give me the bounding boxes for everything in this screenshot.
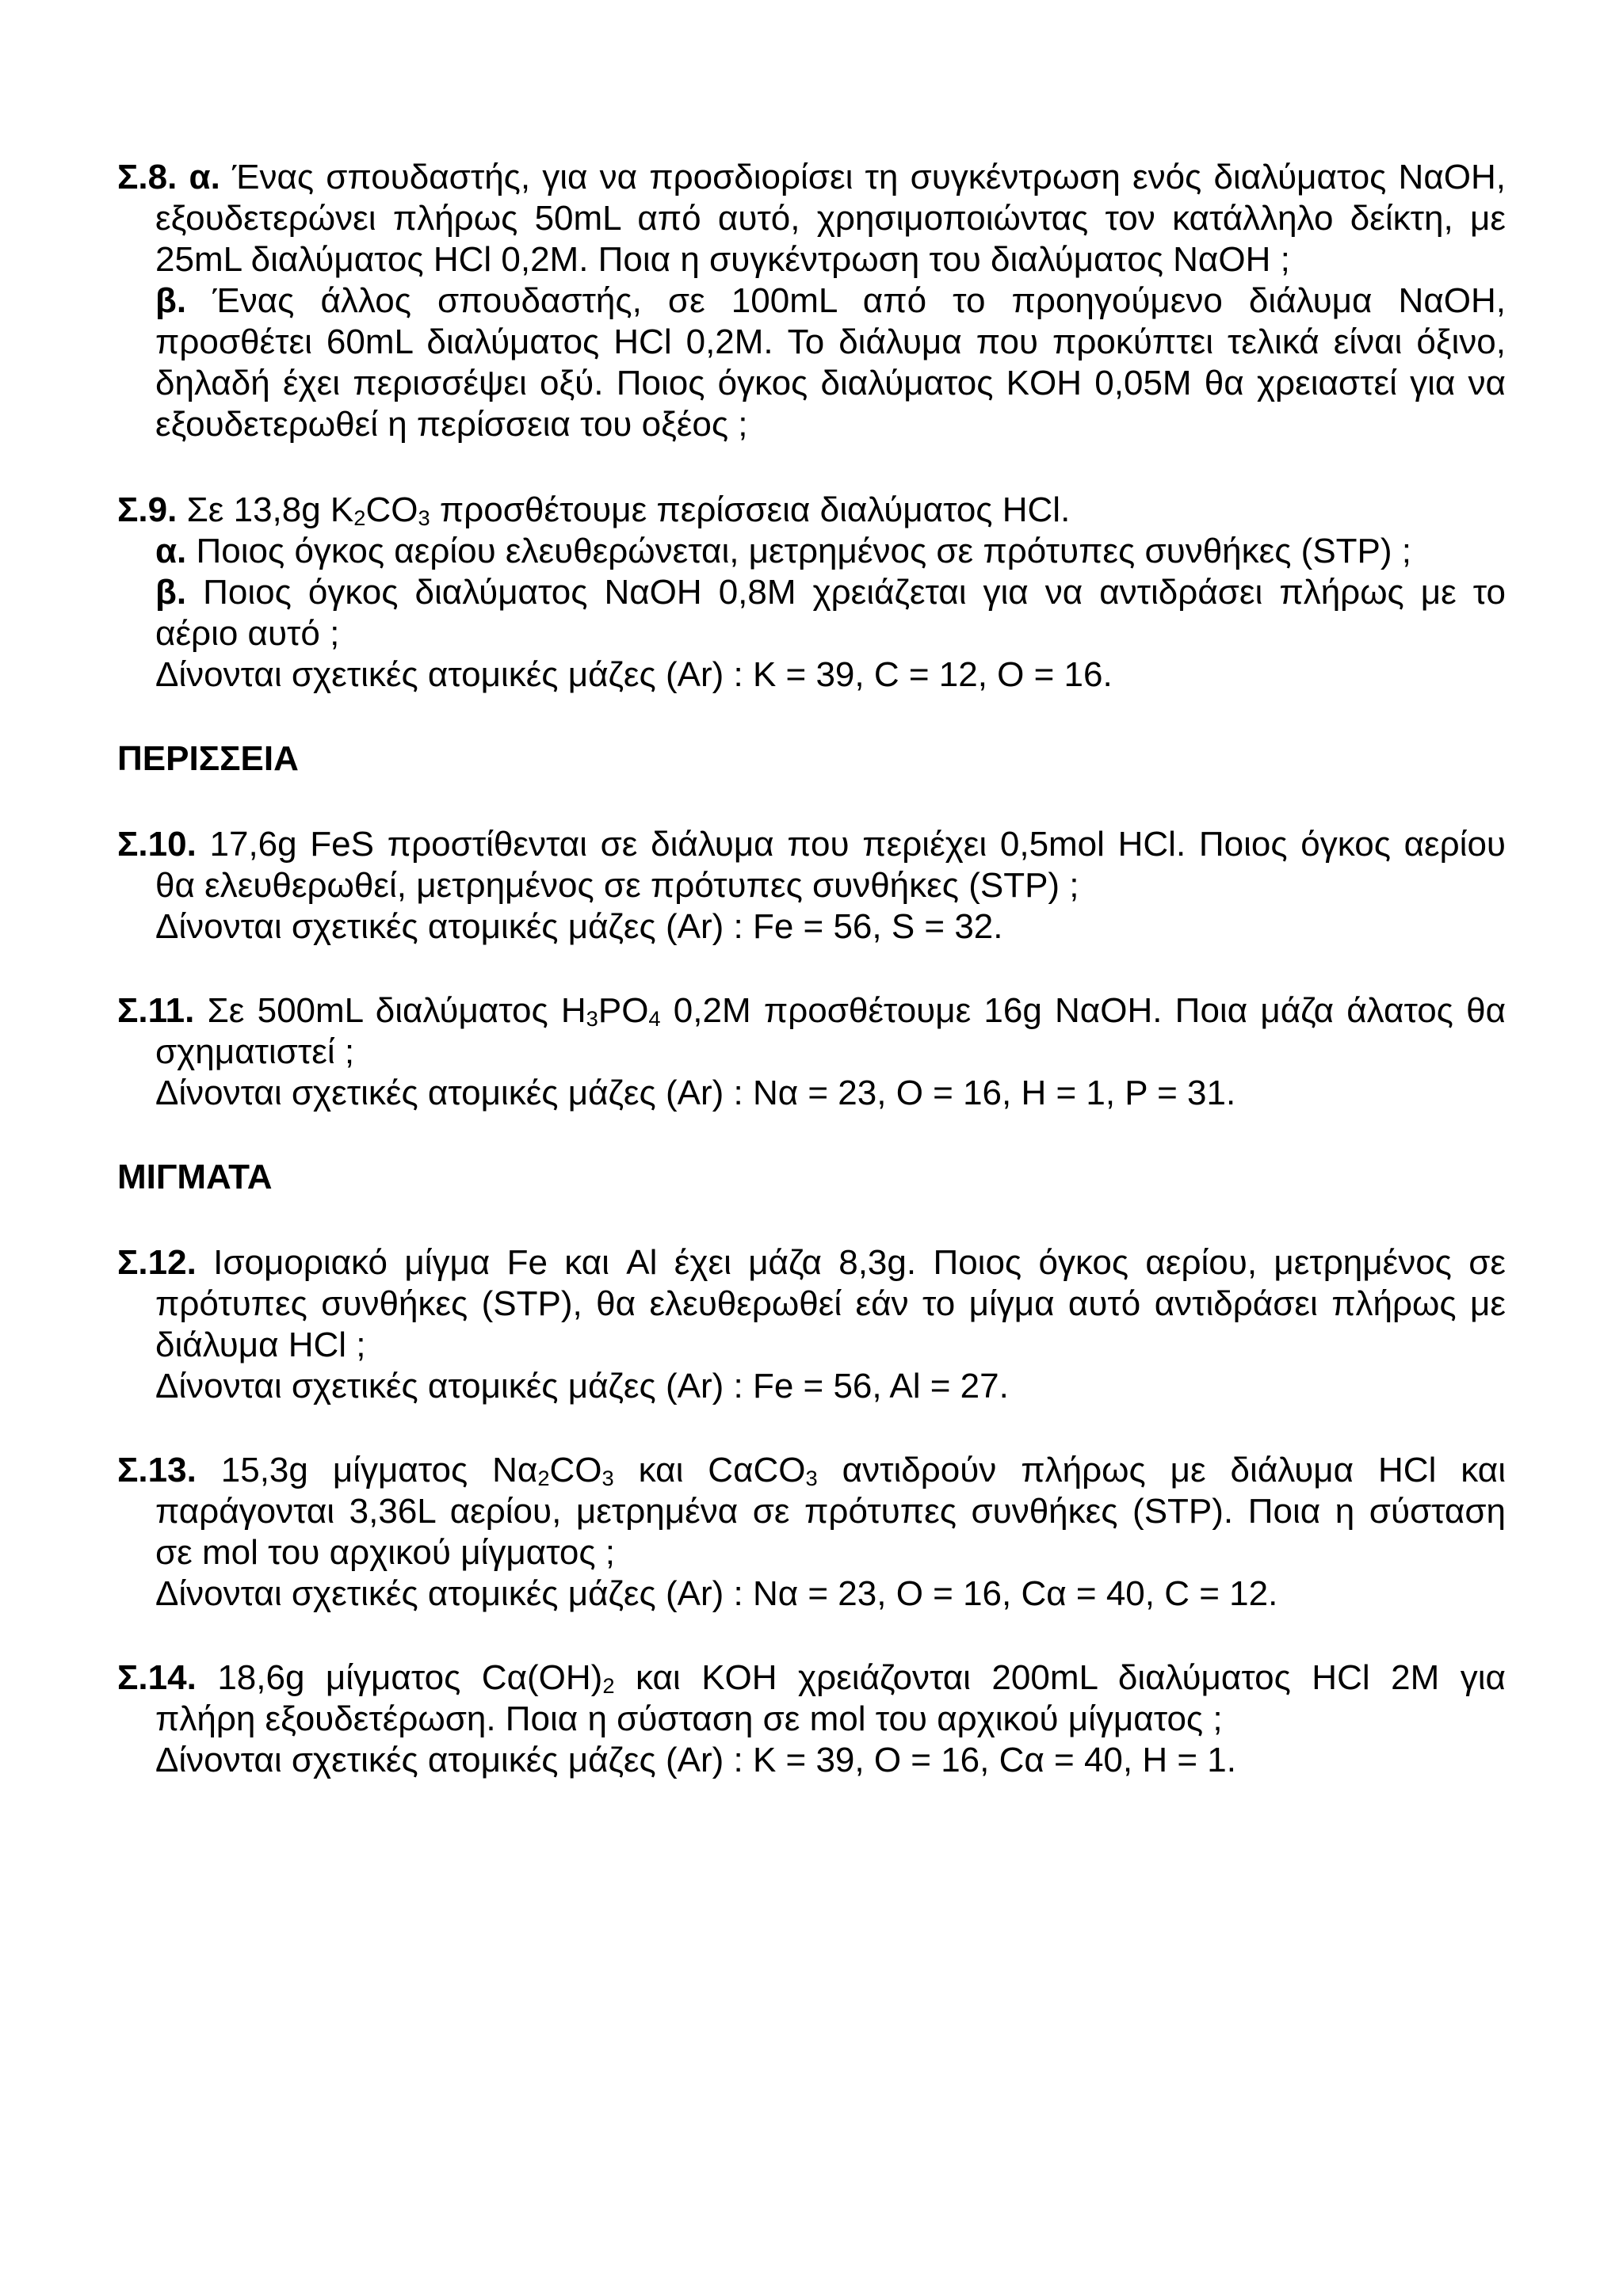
q9-line-3 bbox=[155, 572, 1506, 613]
q9-text-2: Ποιος όγκος αερίου ελευθερώνεται, μετρημένος σε πρότυπες συνθήκες (STP) ; bbox=[196, 532, 1412, 570]
q13-sub-2: 3 bbox=[601, 1465, 614, 1490]
q11-line-1 bbox=[117, 990, 1506, 1032]
q8-line-5: προσθέτει 60mL διαλύματος HCl 0,2M. Το διάλυμα που προκύπτει τελικά είναι όξινο, bbox=[155, 322, 1506, 361]
q12-line-4: Δίνονται σχετικές ατομικές μάζες (Ar) : Fe = 56, Al = 27. bbox=[155, 1367, 1009, 1405]
q13-text-1b: CO bbox=[549, 1451, 602, 1489]
q11-text-1c: 0,2M προσθέτουμε 16g NαOH. Ποια μάζα άλατος θα bbox=[660, 991, 1507, 1030]
q13-label: Σ.13. bbox=[117, 1451, 197, 1489]
q11-text-1b: PO bbox=[598, 991, 649, 1030]
q9-sub-2: 3 bbox=[418, 505, 430, 530]
q13-line-4: Δίνονται σχετικές ατομικές μάζες (Ar) : Nα = 23, O = 16, Cα = 40, C = 12. bbox=[155, 1574, 1278, 1613]
q13-line-2: παράγονται 3,36L αερίου, μετρημένα σε πρότυπες συνθήκες (STP). Ποια η σύσταση bbox=[155, 1492, 1506, 1531]
q14-text-1a: 18,6g μίγματος Cα(OH) bbox=[217, 1658, 603, 1697]
q14-line-3: Δίνονται σχετικές ατομικές μάζες (Ar) : K = 39, O = 16, Cα = 40, H = 1. bbox=[155, 1741, 1236, 1779]
q11-label: Σ.11. bbox=[117, 991, 195, 1030]
q8-part-a-label: α. bbox=[189, 158, 220, 196]
q9-text-1c: προσθέτουμε περίσσεια διαλύματος HCl. bbox=[430, 490, 1071, 529]
q8-part-b-label: β. bbox=[155, 281, 187, 320]
q10-line-2: θα ελευθερωθεί, μετρημένος σε πρότυπες συνθήκες (STP) ; bbox=[155, 866, 1079, 905]
q9-line-5: Δίνονται σχετικές ατομικές μάζες (Ar) : K = 39, C = 12, O = 16. bbox=[155, 655, 1113, 694]
q9-text-3: Ποιος όγκος διαλύματος NαOH 0,8M χρειάζεται για να αντιδράσει πλήρως με το bbox=[203, 573, 1506, 612]
q12-line-2: πρότυπες συνθήκες (STP), θα ελευθερωθεί εάν το μίγμα αυτό αντιδράσει πλήρως με bbox=[155, 1284, 1506, 1323]
q13-sub-1: 2 bbox=[537, 1465, 550, 1490]
q13-line-1 bbox=[117, 1450, 1506, 1491]
q14-label: Σ.14. bbox=[117, 1658, 197, 1697]
q13-line-3: σε mol του αρχικού μίγματος ; bbox=[155, 1533, 615, 1572]
q14-sub-1: 2 bbox=[602, 1672, 615, 1698]
q9-sub-1: 2 bbox=[353, 505, 366, 530]
q8-line-3: 25mL διαλύματος HCl 0,2M. Ποια η συγκέντρωση του διαλύματος NαOH ; bbox=[155, 240, 1290, 279]
q14-line-1 bbox=[117, 1657, 1506, 1699]
q9-part-b-label: β. bbox=[155, 573, 187, 612]
q12-line-3: διάλυμα HCl ; bbox=[155, 1325, 366, 1364]
q8-line-6: δηλαδή έχει περισσέψει οξύ. Ποιος όγκος διαλύματος KOH 0,05M θα χρειαστεί για να bbox=[155, 364, 1506, 402]
q8-line-2: εξουδετερώνει πλήρως 50mL από αυτό, χρησιμοποιώντας τον κατάλληλο δείκτη, με bbox=[155, 199, 1506, 238]
q8-line-1 bbox=[117, 157, 1506, 198]
q8-label: Σ.8. bbox=[117, 158, 178, 196]
q8-line-7: εξουδετερωθεί η περίσσεια του οξέος ; bbox=[155, 405, 748, 444]
section-heading-mixtures: ΜΙΓΜΑΤΑ bbox=[117, 1158, 273, 1196]
q12-label: Σ.12. bbox=[117, 1243, 197, 1282]
q9-line-1 bbox=[117, 490, 1070, 531]
q12-text-1: Ισομοριακό μίγμα Fe και Al έχει μάζα 8,3g. Ποιος όγκος αερίου, μετρημένος σε bbox=[213, 1243, 1506, 1282]
q11-line-3: Δίνονται σχετικές ατομικές μάζες (Ar) : Nα = 23, O = 16, H = 1, P = 31. bbox=[155, 1074, 1236, 1112]
q9-line-2 bbox=[155, 531, 1411, 572]
q11-text-1a: Σε 500mL διαλύματος H bbox=[207, 991, 586, 1030]
q12-line-1 bbox=[117, 1242, 1506, 1283]
q9-line-4: αέριο αυτό ; bbox=[155, 614, 340, 653]
q9-part-a-label: α. bbox=[155, 532, 187, 570]
q9-text-1a: Σε 13,8g K bbox=[186, 490, 354, 529]
q14-line-2: πλήρη εξουδετέρωση. Ποια η σύσταση σε mol του αρχικού μίγματος ; bbox=[155, 1699, 1223, 1738]
q13-text-1d: αντιδρούν πλήρως με διάλυμα HCl και bbox=[817, 1451, 1506, 1489]
q10-line-3: Δίνονται σχετικές ατομικές μάζες (Ar) : Fe = 56, S = 32. bbox=[155, 907, 1003, 946]
section-heading-excess: ΠΕΡΙΣΣΕΙΑ bbox=[117, 739, 299, 778]
q14-text-1b: και KOH χρειάζονται 200mL διαλύματος HCl 2M για bbox=[614, 1658, 1506, 1697]
q13-text-1a: 15,3g μίγματος Nα bbox=[220, 1451, 538, 1489]
q13-sub-3: 3 bbox=[805, 1465, 818, 1490]
q10-text-1: 17,6g FeS προστίθενται σε διάλυμα που περιέχει 0,5mol HCl. Ποιος όγκος αερίου bbox=[209, 825, 1506, 864]
q9-text-1b: CO bbox=[365, 490, 418, 529]
q8-text-4: Ένας άλλος σπουδαστής, σε 100mL από το προηγούμενο διάλυμα NαOH, bbox=[212, 281, 1506, 320]
q13-text-1c: και CαCO bbox=[613, 1451, 806, 1489]
q10-line-1 bbox=[117, 824, 1506, 865]
q11-sub-1: 3 bbox=[586, 1005, 598, 1031]
q10-label: Σ.10. bbox=[117, 825, 197, 864]
q9-label: Σ.9. bbox=[117, 490, 178, 529]
q11-sub-2: 4 bbox=[648, 1005, 661, 1031]
q8-text-1: Ένας σπουδαστής, για να προσδιορίσει τη συγκέντρωση ενός διαλύματος NαOH, bbox=[231, 158, 1506, 196]
q11-line-2: σχηματιστεί ; bbox=[155, 1032, 355, 1071]
q8-line-4 bbox=[155, 280, 1506, 322]
